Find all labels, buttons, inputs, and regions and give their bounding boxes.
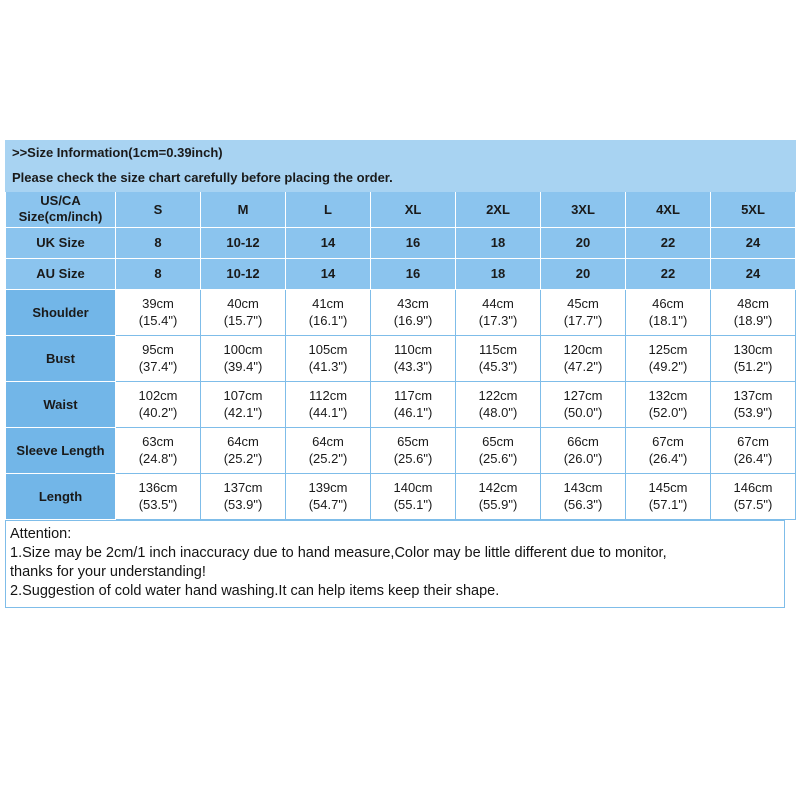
row-label-length: Length bbox=[6, 473, 116, 519]
header-row-au-size bbox=[6, 258, 796, 289]
value-inch: (53.5") bbox=[138, 497, 178, 513]
value-inch: (53.9") bbox=[223, 497, 263, 513]
value-inch: (40.2") bbox=[138, 405, 178, 421]
uk-size-s: 8 bbox=[116, 227, 201, 258]
value-cm: 136cm bbox=[138, 479, 178, 495]
bust-xl bbox=[371, 335, 456, 381]
value-cm: 43cm bbox=[397, 295, 429, 311]
value-cm: 64cm bbox=[312, 433, 344, 449]
value-cm: 44cm bbox=[482, 295, 514, 311]
au-size-5xl: 24 bbox=[711, 258, 796, 289]
length-5xl bbox=[711, 473, 796, 519]
sleeve-length-s bbox=[116, 427, 201, 473]
row-label-uk-size: UK Size bbox=[6, 227, 116, 258]
column-header-5xl: 5XL bbox=[711, 192, 796, 228]
waist-l bbox=[286, 381, 371, 427]
corner-label bbox=[6, 192, 116, 228]
row-label-bust: Bust bbox=[6, 335, 116, 381]
value-inch: (42.1") bbox=[223, 405, 263, 421]
value-inch: (17.7") bbox=[563, 313, 603, 329]
header-row-sizes bbox=[6, 192, 796, 228]
value-cm: 117cm bbox=[393, 387, 433, 403]
waist-s bbox=[116, 381, 201, 427]
sleeve-length-2xl bbox=[456, 427, 541, 473]
length-xl bbox=[371, 473, 456, 519]
value-inch: (15.7") bbox=[223, 313, 263, 329]
bust-3xl bbox=[541, 335, 626, 381]
value-inch: (52.0") bbox=[648, 405, 688, 421]
bust-2xl bbox=[456, 335, 541, 381]
value-inch: (39.4") bbox=[223, 359, 263, 375]
uk-size-2xl: 18 bbox=[456, 227, 541, 258]
value-inch: (26.0") bbox=[563, 451, 603, 467]
column-header-l: L bbox=[286, 192, 371, 228]
table-row bbox=[6, 381, 796, 427]
uk-size-4xl: 22 bbox=[626, 227, 711, 258]
corner-label-line2: Size(cm/inch) bbox=[18, 209, 103, 225]
value-inch: (47.2") bbox=[563, 359, 603, 375]
column-header-m: M bbox=[201, 192, 286, 228]
column-header-3xl: 3XL bbox=[541, 192, 626, 228]
shoulder-l bbox=[286, 289, 371, 335]
uk-size-m: 10-12 bbox=[201, 227, 286, 258]
shoulder-4xl bbox=[626, 289, 711, 335]
shoulder-s bbox=[116, 289, 201, 335]
header-row-uk-size bbox=[6, 227, 796, 258]
attention-heading: Attention: bbox=[10, 525, 72, 542]
table-row bbox=[6, 335, 796, 381]
value-cm: 132cm bbox=[648, 387, 688, 403]
value-cm: 142cm bbox=[478, 479, 518, 495]
value-inch: (46.1") bbox=[393, 405, 433, 421]
value-cm: 115cm bbox=[478, 341, 518, 357]
value-cm: 137cm bbox=[733, 387, 773, 403]
length-s bbox=[116, 473, 201, 519]
value-cm: 65cm bbox=[397, 433, 429, 449]
value-inch: (51.2") bbox=[733, 359, 773, 375]
value-inch: (24.8") bbox=[138, 451, 178, 467]
value-cm: 67cm bbox=[737, 433, 769, 449]
column-header-2xl: 2XL bbox=[456, 192, 541, 228]
uk-size-l: 14 bbox=[286, 227, 371, 258]
value-cm: 66cm bbox=[567, 433, 599, 449]
value-inch: (55.9") bbox=[478, 497, 518, 513]
au-size-s: 8 bbox=[116, 258, 201, 289]
row-label-shoulder: Shoulder bbox=[6, 289, 116, 335]
value-inch: (57.5") bbox=[733, 497, 773, 513]
value-cm: 120cm bbox=[563, 341, 603, 357]
length-3xl bbox=[541, 473, 626, 519]
value-inch: (17.3") bbox=[478, 313, 518, 329]
value-cm: 46cm bbox=[652, 295, 684, 311]
value-inch: (57.1") bbox=[648, 497, 688, 513]
size-chart-table bbox=[5, 140, 796, 520]
banner-title: >>Size Information(1cm=0.39inch) bbox=[6, 141, 796, 165]
uk-size-xl: 16 bbox=[371, 227, 456, 258]
banner-subtitle-row bbox=[6, 165, 796, 192]
row-label-waist: Waist bbox=[6, 381, 116, 427]
shoulder-m bbox=[201, 289, 286, 335]
shoulder-3xl bbox=[541, 289, 626, 335]
au-size-4xl: 22 bbox=[626, 258, 711, 289]
au-size-xl: 16 bbox=[371, 258, 456, 289]
value-cm: 63cm bbox=[142, 433, 174, 449]
banner-title-row bbox=[6, 141, 796, 165]
attention-line-1: 1.Size may be 2cm/1 inch inaccuracy due to hand measure,Color may be little different due to monitor, bbox=[10, 545, 667, 562]
value-inch: (16.1") bbox=[308, 313, 348, 329]
waist-4xl bbox=[626, 381, 711, 427]
value-cm: 100cm bbox=[223, 341, 263, 357]
value-inch: (49.2") bbox=[648, 359, 688, 375]
sleeve-length-3xl bbox=[541, 427, 626, 473]
value-inch: (50.0") bbox=[563, 405, 603, 421]
waist-xl bbox=[371, 381, 456, 427]
value-inch: (25.2") bbox=[308, 451, 348, 467]
bust-s bbox=[116, 335, 201, 381]
row-label-sleeve-length: Sleeve Length bbox=[6, 427, 116, 473]
value-cm: 39cm bbox=[142, 295, 174, 311]
row-label-au-size: AU Size bbox=[6, 258, 116, 289]
value-inch: (55.1") bbox=[393, 497, 433, 513]
value-cm: 127cm bbox=[563, 387, 603, 403]
value-cm: 125cm bbox=[648, 341, 688, 357]
sleeve-length-m bbox=[201, 427, 286, 473]
table-row bbox=[6, 473, 796, 519]
value-inch: (25.6") bbox=[393, 451, 433, 467]
sleeve-length-l bbox=[286, 427, 371, 473]
bust-m bbox=[201, 335, 286, 381]
value-cm: 110cm bbox=[393, 341, 433, 357]
value-cm: 41cm bbox=[312, 295, 344, 311]
value-cm: 107cm bbox=[223, 387, 263, 403]
waist-2xl bbox=[456, 381, 541, 427]
sleeve-length-xl bbox=[371, 427, 456, 473]
au-size-l: 14 bbox=[286, 258, 371, 289]
value-cm: 65cm bbox=[482, 433, 514, 449]
value-cm: 64cm bbox=[227, 433, 259, 449]
banner-subtitle: Please check the size chart carefully before placing the order. bbox=[6, 165, 796, 192]
sleeve-length-4xl bbox=[626, 427, 711, 473]
waist-3xl bbox=[541, 381, 626, 427]
value-inch: (44.1") bbox=[308, 405, 348, 421]
value-inch: (26.4") bbox=[733, 451, 773, 467]
au-size-m: 10-12 bbox=[201, 258, 286, 289]
value-inch: (45.3") bbox=[478, 359, 518, 375]
value-inch: (25.2") bbox=[223, 451, 263, 467]
value-inch: (26.4") bbox=[648, 451, 688, 467]
attention-line-2: 2.Suggestion of cold water hand washing.It can help items keep their shape. bbox=[10, 583, 500, 600]
value-cm: 130cm bbox=[733, 341, 773, 357]
shoulder-xl bbox=[371, 289, 456, 335]
column-header-s: S bbox=[116, 192, 201, 228]
corner-label-line1: US/CA bbox=[40, 193, 81, 208]
value-inch: (53.9") bbox=[733, 405, 773, 421]
column-header-xl: XL bbox=[371, 192, 456, 228]
value-inch: (41.3") bbox=[308, 359, 348, 375]
uk-size-3xl: 20 bbox=[541, 227, 626, 258]
uk-size-5xl: 24 bbox=[711, 227, 796, 258]
table-row bbox=[6, 289, 796, 335]
table-row bbox=[6, 427, 796, 473]
value-inch: (37.4") bbox=[138, 359, 178, 375]
size-chart-container bbox=[0, 140, 800, 608]
length-4xl bbox=[626, 473, 711, 519]
value-cm: 146cm bbox=[733, 479, 773, 495]
au-size-2xl: 18 bbox=[456, 258, 541, 289]
waist-m bbox=[201, 381, 286, 427]
value-cm: 45cm bbox=[567, 295, 599, 311]
value-inch: (25.6") bbox=[478, 451, 518, 467]
value-cm: 143cm bbox=[563, 479, 603, 495]
value-cm: 112cm bbox=[308, 387, 348, 403]
value-cm: 95cm bbox=[142, 341, 174, 357]
shoulder-2xl bbox=[456, 289, 541, 335]
value-inch: (48.0") bbox=[478, 405, 518, 421]
value-cm: 145cm bbox=[648, 479, 688, 495]
waist-5xl bbox=[711, 381, 796, 427]
length-m bbox=[201, 473, 286, 519]
value-cm: 102cm bbox=[138, 387, 178, 403]
bust-4xl bbox=[626, 335, 711, 381]
value-cm: 67cm bbox=[652, 433, 684, 449]
bust-l bbox=[286, 335, 371, 381]
column-header-4xl: 4XL bbox=[626, 192, 711, 228]
value-inch: (43.3") bbox=[393, 359, 433, 375]
value-inch: (54.7") bbox=[308, 497, 348, 513]
value-cm: 40cm bbox=[227, 295, 259, 311]
length-2xl bbox=[456, 473, 541, 519]
bust-5xl bbox=[711, 335, 796, 381]
value-inch: (15.4") bbox=[138, 313, 178, 329]
value-cm: 137cm bbox=[223, 479, 263, 495]
value-cm: 48cm bbox=[737, 295, 769, 311]
value-cm: 122cm bbox=[478, 387, 518, 403]
attention-line-1-cont: thanks for your understanding! bbox=[10, 564, 206, 581]
value-inch: (18.1") bbox=[648, 313, 688, 329]
value-inch: (16.9") bbox=[393, 313, 433, 329]
value-cm: 105cm bbox=[308, 341, 348, 357]
attention-block bbox=[5, 520, 785, 609]
au-size-3xl: 20 bbox=[541, 258, 626, 289]
length-l bbox=[286, 473, 371, 519]
shoulder-5xl bbox=[711, 289, 796, 335]
value-cm: 139cm bbox=[308, 479, 348, 495]
value-inch: (18.9") bbox=[733, 313, 773, 329]
value-cm: 140cm bbox=[393, 479, 433, 495]
sleeve-length-5xl bbox=[711, 427, 796, 473]
value-inch: (56.3") bbox=[563, 497, 603, 513]
